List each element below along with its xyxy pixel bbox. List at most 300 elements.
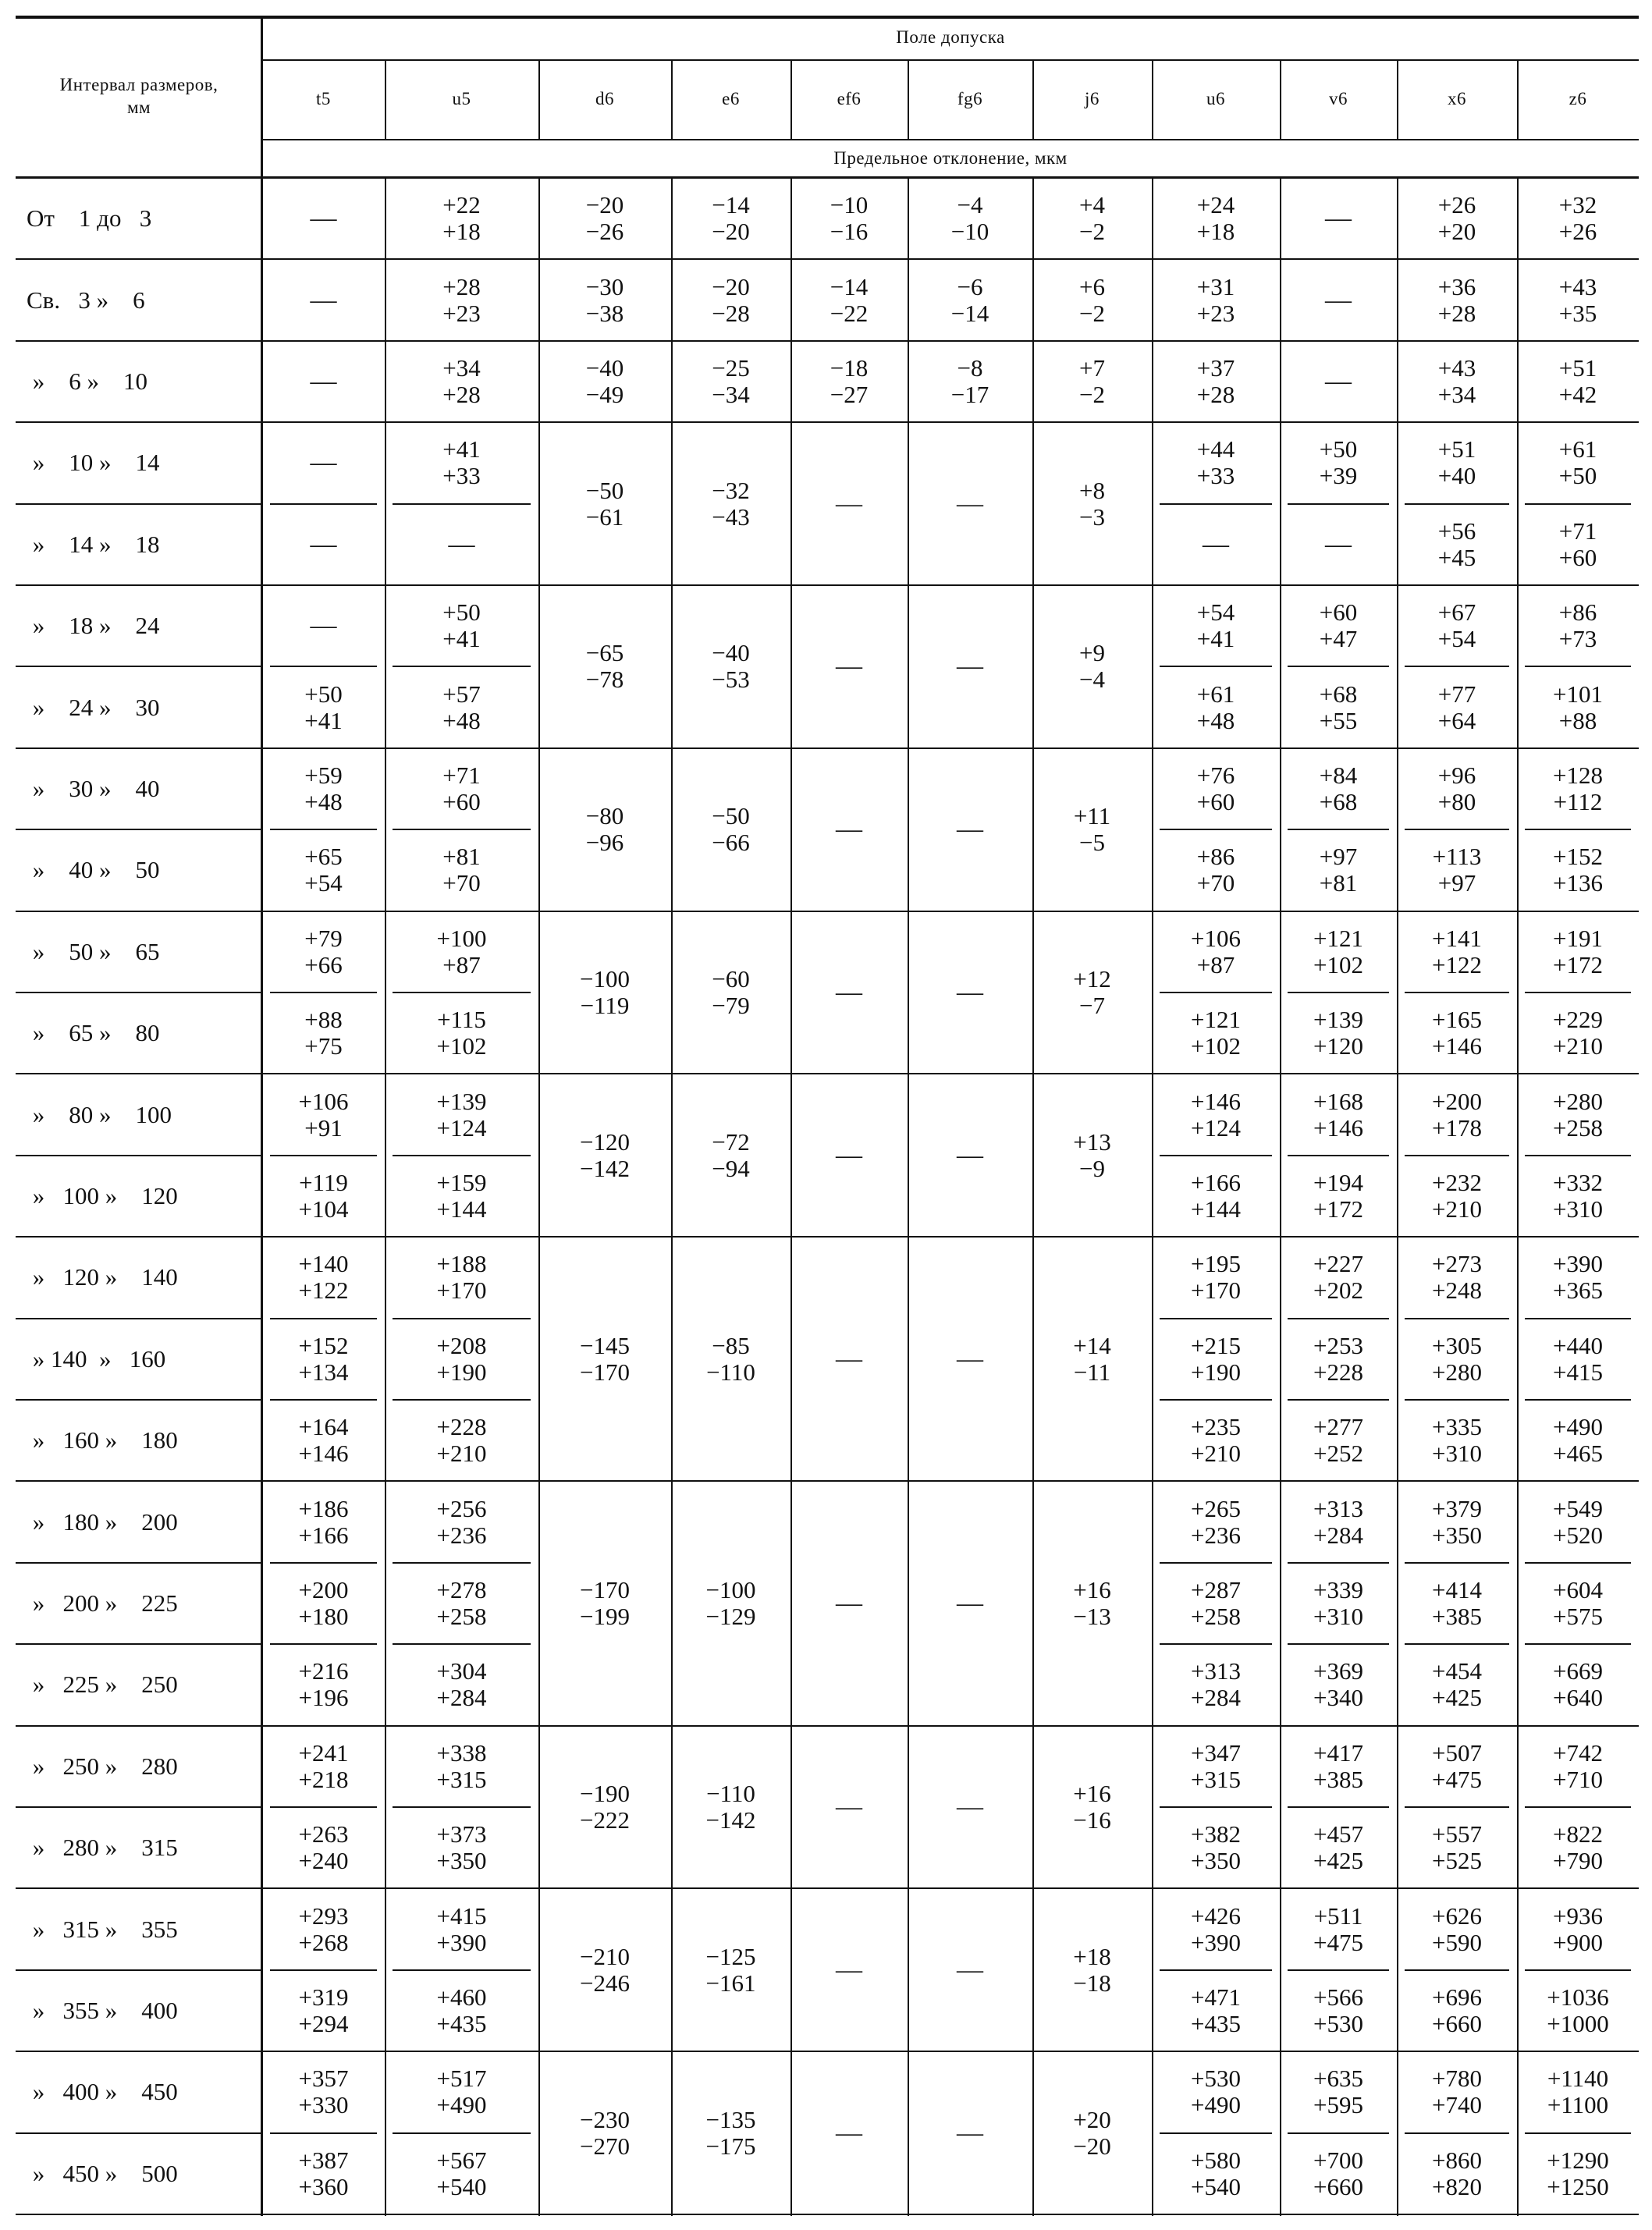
cell-e6 <box>671 911 790 1074</box>
upper-deviation: +113 <box>1432 843 1482 871</box>
cell-t5 <box>262 911 385 992</box>
upper-deviation: −190 <box>580 1779 630 1807</box>
size-interval-label: » 24 » 30 <box>27 693 160 721</box>
lower-deviation: +1000 <box>1547 2009 1609 2037</box>
column-header-d6: d6 <box>595 88 614 108</box>
cell-fg6 <box>908 259 1032 340</box>
upper-deviation: +263 <box>298 1820 349 1848</box>
lower-deviation: +172 <box>1313 1195 1363 1223</box>
lower-deviation: +124 <box>1191 1113 1241 1142</box>
cell-t5 <box>262 2133 385 2214</box>
upper-deviation: +530 <box>1191 2065 1241 2093</box>
rule-line <box>1160 992 1272 993</box>
column-header-ef6: ef6 <box>837 88 862 108</box>
empty-mark: — <box>957 977 983 1007</box>
cell-u5 <box>385 1970 538 2051</box>
cell-u6 <box>1152 1888 1280 1969</box>
upper-deviation: +57 <box>442 680 481 708</box>
cell-t5 <box>262 504 385 585</box>
column-header-z6: z6 <box>1569 88 1587 108</box>
rule-line <box>1152 178 1153 2216</box>
cell-u6 <box>1152 1970 1280 2051</box>
rule-line <box>393 992 531 993</box>
cell-t5 <box>262 178 385 259</box>
column-header-e6: e6 <box>722 88 740 108</box>
rule-line <box>270 1806 377 1808</box>
upper-deviation: +101 <box>1553 680 1603 708</box>
upper-deviation: +194 <box>1313 1168 1363 1196</box>
lower-deviation: −2 <box>1079 380 1105 408</box>
rule-line <box>16 1806 262 1808</box>
cell-t5 <box>262 259 385 340</box>
lower-deviation: −199 <box>580 1602 630 1630</box>
cell-ef6 <box>790 585 908 748</box>
rule-line <box>1525 1399 1631 1401</box>
cell-j6 <box>1032 1481 1152 1725</box>
cell-x6 <box>1397 1237 1517 1318</box>
cell-u5 <box>385 666 538 747</box>
size-interval-label: » 6 » 10 <box>27 367 147 395</box>
empty-mark: — <box>836 1588 862 1617</box>
upper-deviation: −100 <box>705 1575 756 1603</box>
rule-line <box>1517 178 1519 2216</box>
lower-deviation: +240 <box>298 1847 349 1875</box>
empty-mark: — <box>310 285 337 314</box>
upper-deviation: +16 <box>1073 1779 1111 1807</box>
empty-mark: — <box>957 1955 983 1984</box>
rule-line <box>1405 1562 1509 1564</box>
lower-deviation: −20 <box>1073 2132 1111 2160</box>
lower-deviation: +340 <box>1313 1684 1363 1712</box>
lower-deviation: +112 <box>1553 787 1603 815</box>
upper-deviation: +32 <box>1558 191 1597 219</box>
upper-deviation: −120 <box>580 1127 630 1156</box>
cell-x6 <box>1397 829 1517 911</box>
rule-line <box>270 1318 377 1319</box>
rule-line <box>1160 666 1272 667</box>
lower-deviation: −161 <box>705 1969 756 1997</box>
lower-deviation: +50 <box>1558 462 1597 490</box>
upper-deviation: +357 <box>298 2065 349 2093</box>
cell-z6 <box>1517 1156 1639 1237</box>
empty-mark: — <box>957 1588 983 1617</box>
rule-line <box>16 1725 1639 1727</box>
size-interval-label: » 200 » 225 <box>27 1589 178 1617</box>
rule-line <box>16 1887 1639 1889</box>
cell-v6 <box>1280 1156 1397 1237</box>
rule-line <box>16 747 1639 749</box>
upper-deviation: +106 <box>298 1087 349 1115</box>
lower-deviation: −4 <box>1079 666 1105 694</box>
upper-deviation: +319 <box>298 1983 349 2011</box>
lower-deviation: +1100 <box>1547 2091 1609 2119</box>
lower-deviation: +525 <box>1432 1847 1482 1875</box>
upper-deviation: +59 <box>304 761 343 789</box>
upper-deviation: −65 <box>585 639 624 667</box>
lower-deviation: +425 <box>1432 1684 1482 1712</box>
upper-deviation: +313 <box>1313 1494 1363 1522</box>
cell-j6 <box>1032 1237 1152 1481</box>
tolerance-table <box>16 16 1639 2216</box>
lower-deviation: +28 <box>1437 299 1476 327</box>
empty-mark: — <box>310 529 337 559</box>
cell-v6 <box>1280 585 1397 666</box>
cell-ef6 <box>790 911 908 1074</box>
upper-deviation: −135 <box>705 2105 756 2133</box>
empty-mark: — <box>836 652 862 681</box>
cell-e6 <box>671 2051 790 2214</box>
cell-t5 <box>262 1563 385 1644</box>
cell-u6 <box>1152 1319 1280 1400</box>
rule-line <box>1405 1318 1509 1319</box>
lower-deviation: +540 <box>436 2172 487 2200</box>
lower-deviation: +144 <box>1191 1195 1241 1223</box>
upper-deviation: +626 <box>1432 1902 1482 1930</box>
lower-deviation: +47 <box>1319 625 1358 653</box>
cell-ef6 <box>790 748 908 911</box>
cell-x6 <box>1397 1888 1517 1969</box>
upper-deviation: +580 <box>1191 2146 1241 2174</box>
upper-deviation: +119 <box>299 1168 348 1196</box>
lower-deviation: −66 <box>712 829 750 857</box>
cell-u6 <box>1152 666 1280 747</box>
upper-deviation: −20 <box>712 272 750 300</box>
lower-deviation: +81 <box>1319 869 1358 897</box>
size-interval-label: » 10 » 14 <box>27 449 160 477</box>
cell-u5 <box>385 829 538 911</box>
empty-mark: — <box>1203 529 1229 559</box>
upper-deviation: +208 <box>436 1331 487 1359</box>
cell-d6 <box>538 178 671 259</box>
cell-u5 <box>385 992 538 1074</box>
cell-v6 <box>1280 1970 1397 2051</box>
cell-j6 <box>1032 1726 1152 1889</box>
lower-deviation: +66 <box>304 950 343 978</box>
rule-line <box>1405 1399 1509 1401</box>
cell-d6 <box>538 911 671 1074</box>
lower-deviation: +60 <box>442 787 481 815</box>
lower-deviation: −27 <box>830 380 869 408</box>
lower-deviation: +310 <box>1313 1602 1363 1630</box>
upper-deviation: +1290 <box>1547 2146 1609 2174</box>
lower-deviation: +218 <box>298 1765 349 1793</box>
upper-deviation: +139 <box>436 1087 487 1115</box>
empty-mark: — <box>957 1344 983 1373</box>
empty-mark: — <box>1325 529 1352 559</box>
upper-deviation: −14 <box>712 191 750 219</box>
cell-j6 <box>1032 585 1152 748</box>
cell-v6 <box>1280 341 1397 422</box>
lower-deviation: +33 <box>442 462 481 490</box>
cell-ef6 <box>790 422 908 585</box>
lower-deviation: +330 <box>298 2091 349 2119</box>
cell-j6 <box>1032 911 1152 1074</box>
cell-x6 <box>1397 1726 1517 1807</box>
cell-u5 <box>385 1644 538 1725</box>
upper-deviation: +191 <box>1553 924 1603 952</box>
cell-t5 <box>262 585 385 666</box>
lower-deviation: +284 <box>436 1684 487 1712</box>
rule-line <box>1517 59 1519 139</box>
cell-u6 <box>1152 1563 1280 1644</box>
lower-deviation: +284 <box>1313 1521 1363 1549</box>
rule-line <box>393 1562 531 1564</box>
lower-deviation: +146 <box>298 1440 349 1468</box>
lower-deviation: +70 <box>1196 869 1235 897</box>
cell-z6 <box>1517 341 1639 422</box>
cell-x6 <box>1397 748 1517 829</box>
rule-line <box>16 992 262 993</box>
lower-deviation: +236 <box>1191 1521 1241 1549</box>
lower-deviation: +87 <box>442 950 481 978</box>
lower-deviation: +75 <box>304 1032 343 1060</box>
rule-line <box>1288 1643 1389 1645</box>
cell-z6 <box>1517 1563 1639 1644</box>
empty-mark: — <box>836 1791 862 1821</box>
cell-z6 <box>1517 1644 1639 1725</box>
lower-deviation: +120 <box>1313 1032 1363 1060</box>
empty-mark: — <box>310 204 337 233</box>
upper-deviation: +71 <box>1558 517 1597 545</box>
lower-deviation: +97 <box>1437 869 1476 897</box>
cell-u5 <box>385 1563 538 1644</box>
rule-line <box>16 1236 1639 1238</box>
rule-line <box>790 178 792 2216</box>
upper-deviation: +22 <box>442 191 481 219</box>
upper-deviation: +56 <box>1437 517 1476 545</box>
lower-deviation: +26 <box>1558 218 1597 246</box>
upper-deviation: +37 <box>1196 353 1235 382</box>
empty-mark: — <box>957 1791 983 1821</box>
rule-line <box>270 1399 377 1401</box>
rule-line <box>1160 2132 1272 2134</box>
upper-deviation: +140 <box>298 1250 349 1278</box>
upper-deviation: +139 <box>1313 1006 1363 1034</box>
lower-deviation: +310 <box>1553 1195 1603 1223</box>
upper-deviation: +457 <box>1313 1820 1363 1848</box>
lower-deviation: +228 <box>1313 1358 1363 1386</box>
upper-deviation: +936 <box>1553 1902 1603 1930</box>
upper-deviation: +195 <box>1191 1250 1241 1278</box>
cell-u6 <box>1152 1400 1280 1481</box>
cell-ef6 <box>790 2051 908 2214</box>
size-interval-label: » 180 » 200 <box>27 1507 178 1536</box>
cell-d6 <box>538 1074 671 1237</box>
upper-deviation: +100 <box>436 924 487 952</box>
rule-line <box>262 139 1639 140</box>
upper-deviation: +200 <box>1432 1087 1482 1115</box>
lower-deviation: +87 <box>1196 950 1235 978</box>
lower-deviation: −28 <box>712 299 750 327</box>
upper-deviation: +7 <box>1079 353 1105 382</box>
lower-deviation: +590 <box>1432 1928 1482 1956</box>
size-interval-label: » 140 » 160 <box>27 1344 166 1372</box>
upper-deviation: +440 <box>1553 1331 1603 1359</box>
cell-d6 <box>538 341 671 422</box>
cell-j6 <box>1032 748 1152 911</box>
lower-deviation: −22 <box>830 299 869 327</box>
lower-deviation: +294 <box>298 2009 349 2037</box>
cell-ef6 <box>790 1074 908 1237</box>
cell-u6 <box>1152 259 1280 340</box>
lower-deviation: −16 <box>1073 1806 1111 1834</box>
lower-deviation: −78 <box>585 666 624 694</box>
column-header-x6: x6 <box>1448 88 1466 108</box>
cell-e6 <box>671 422 790 585</box>
lower-deviation: −61 <box>585 502 624 531</box>
rule-line <box>393 1969 531 1971</box>
cell-v6 <box>1280 259 1397 340</box>
upper-deviation: +115 <box>437 1006 486 1034</box>
lower-deviation: +258 <box>1191 1602 1241 1630</box>
cell-e6 <box>671 259 790 340</box>
cell-e6 <box>671 1726 790 1889</box>
upper-deviation: −210 <box>580 1942 630 1970</box>
empty-mark: — <box>836 1955 862 1984</box>
upper-deviation: −25 <box>712 353 750 382</box>
cell-v6 <box>1280 1400 1397 1481</box>
rule-line <box>1288 992 1389 993</box>
rule-line <box>1288 503 1389 505</box>
lower-deviation: +1250 <box>1547 2172 1609 2200</box>
cell-u6 <box>1152 422 1280 503</box>
rule-line <box>1525 666 1631 667</box>
upper-deviation: +229 <box>1553 1006 1603 1034</box>
lower-deviation: −94 <box>712 1154 750 1182</box>
upper-deviation: +50 <box>442 598 481 627</box>
cell-j6 <box>1032 1888 1152 2051</box>
cell-fg6 <box>908 341 1032 422</box>
upper-deviation: +14 <box>1073 1331 1111 1359</box>
size-interval-label: » 450 » 500 <box>27 2159 178 2187</box>
lower-deviation: +136 <box>1553 869 1603 897</box>
cell-z6 <box>1517 178 1639 259</box>
upper-deviation: +165 <box>1432 1006 1482 1034</box>
upper-deviation: −110 <box>706 1779 755 1807</box>
upper-deviation: +96 <box>1437 761 1476 789</box>
rule-line <box>1288 1969 1389 1971</box>
upper-deviation: +347 <box>1191 1738 1241 1767</box>
lower-deviation: +490 <box>436 2091 487 2119</box>
upper-deviation: +517 <box>436 2065 487 2093</box>
rule-line <box>1288 666 1389 667</box>
rule-line <box>790 59 792 139</box>
upper-deviation: +20 <box>1073 2105 1111 2133</box>
cell-u5 <box>385 1481 538 1562</box>
lower-deviation: +900 <box>1553 1928 1603 1956</box>
upper-deviation: −145 <box>580 1331 630 1359</box>
rule-line <box>1280 59 1281 139</box>
upper-deviation: +332 <box>1553 1168 1603 1196</box>
cell-fg6 <box>908 422 1032 585</box>
rule-line <box>1405 666 1509 667</box>
size-interval-label: » 14 » 18 <box>27 530 160 558</box>
upper-deviation: +200 <box>298 1575 349 1603</box>
cell-u6 <box>1152 1807 1280 1888</box>
cell-v6 <box>1280 1237 1397 1318</box>
upper-deviation: +68 <box>1319 680 1358 708</box>
upper-deviation: +780 <box>1432 2065 1482 2093</box>
size-interval-label: » 80 » 100 <box>27 1100 172 1128</box>
upper-deviation: +293 <box>298 1902 349 1930</box>
rule-line <box>1525 1155 1631 1156</box>
rule-line <box>1160 1562 1272 1564</box>
cell-x6 <box>1397 1319 1517 1400</box>
lower-deviation: +280 <box>1432 1358 1482 1386</box>
upper-deviation: +549 <box>1553 1494 1603 1522</box>
upper-deviation: +50 <box>1319 435 1358 463</box>
rule-line <box>1288 1562 1389 1564</box>
lower-deviation: +88 <box>1558 706 1597 734</box>
upper-deviation: −60 <box>712 964 750 992</box>
lower-deviation: +350 <box>1191 1847 1241 1875</box>
cell-u6 <box>1152 911 1280 992</box>
lower-deviation: −18 <box>1073 1969 1111 1997</box>
upper-deviation: +265 <box>1191 1494 1241 1522</box>
lower-deviation: −246 <box>580 1969 630 1997</box>
cell-x6 <box>1397 1481 1517 1562</box>
upper-deviation: +635 <box>1313 2065 1363 2093</box>
lower-deviation: −222 <box>580 1806 630 1834</box>
upper-deviation: −10 <box>830 191 869 219</box>
upper-deviation: −100 <box>580 964 630 992</box>
cell-d6 <box>538 2051 671 2214</box>
cell-u6 <box>1152 829 1280 911</box>
lower-deviation: +710 <box>1553 1765 1603 1793</box>
rule-line <box>393 1643 531 1645</box>
lower-deviation: +210 <box>1191 1440 1241 1468</box>
upper-deviation: −50 <box>712 802 750 830</box>
lower-deviation: +310 <box>1432 1440 1482 1468</box>
rule-line <box>270 1643 377 1645</box>
upper-deviation: +13 <box>1073 1127 1111 1156</box>
upper-deviation: +28 <box>442 272 481 300</box>
cell-v6 <box>1280 992 1397 1074</box>
size-interval-label: » 355 » 400 <box>27 1996 178 2024</box>
rule-line <box>1405 829 1509 830</box>
cell-v6 <box>1280 1563 1397 1644</box>
cell-t5 <box>262 1644 385 1725</box>
cell-z6 <box>1517 1237 1639 1318</box>
upper-deviation: −30 <box>585 272 624 300</box>
cell-v6 <box>1280 666 1397 747</box>
cell-u5 <box>385 504 538 585</box>
rule-line <box>1525 1318 1631 1319</box>
rule-line <box>1405 992 1509 993</box>
upper-deviation: +186 <box>298 1494 349 1522</box>
rule-line <box>1405 503 1509 505</box>
rule-line <box>1032 178 1034 2216</box>
size-interval-label: Св. 3 » 6 <box>27 286 145 314</box>
upper-deviation: −4 <box>957 191 983 219</box>
lower-deviation: +210 <box>436 1440 487 1468</box>
cell-t5 <box>262 1400 385 1481</box>
rule-line <box>1160 503 1272 505</box>
lower-deviation: +41 <box>304 706 343 734</box>
rule-line <box>261 16 263 2216</box>
rule-line <box>1288 1155 1389 1156</box>
empty-mark: — <box>836 815 862 844</box>
cell-x6 <box>1397 1807 1517 1888</box>
lower-deviation: +530 <box>1313 2009 1363 2037</box>
rule-line <box>1032 59 1034 139</box>
upper-deviation: +76 <box>1196 761 1235 789</box>
cell-e6 <box>671 748 790 911</box>
rule-line <box>1525 1969 1631 1971</box>
cell-z6 <box>1517 1970 1639 2051</box>
lower-deviation: +315 <box>436 1765 487 1793</box>
upper-deviation: +216 <box>298 1657 349 1685</box>
